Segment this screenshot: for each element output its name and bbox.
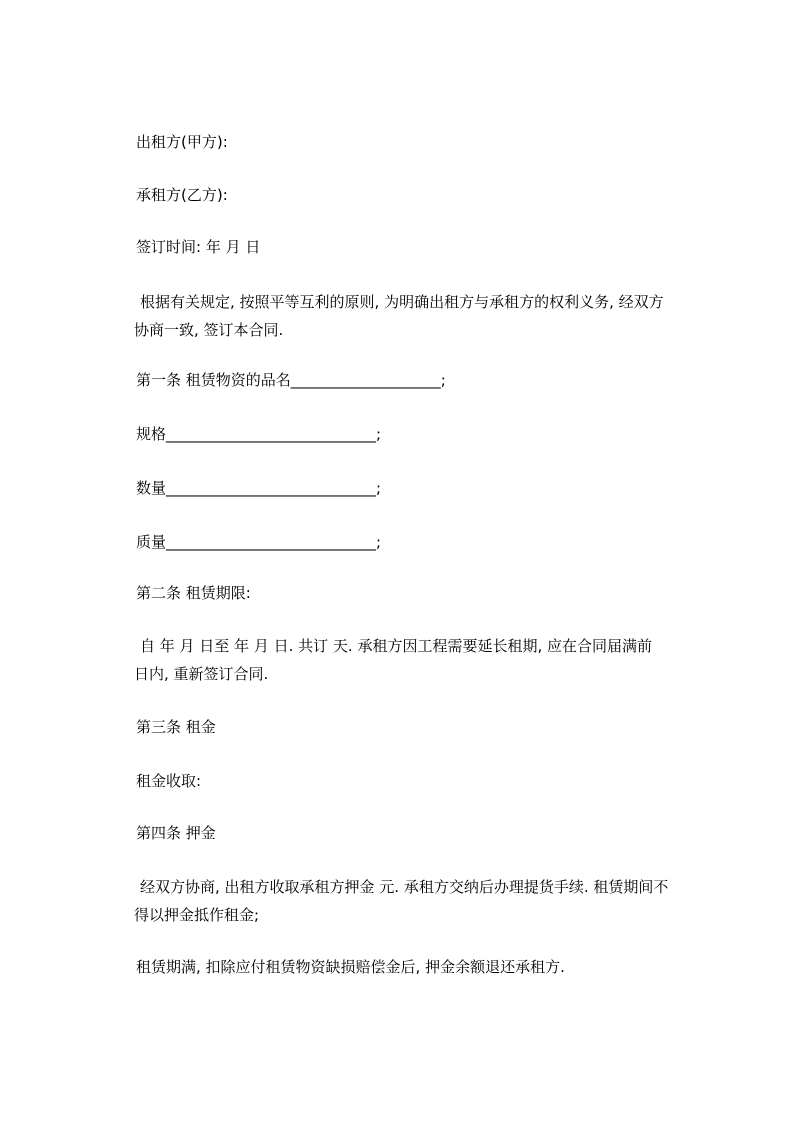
deposit-line-2: 得以押金抵作租金; xyxy=(134,906,260,924)
sign-date-line: 签订时间: 年 月 日 xyxy=(136,238,261,256)
article-3-heading: 第三条 租金 xyxy=(136,718,216,736)
quality-line: 质量____________________________; xyxy=(136,533,382,551)
deposit-paragraph xyxy=(136,873,706,929)
intro-line-2: 协商一致, 签订本合同. xyxy=(134,321,284,339)
lessee-line: 承租方(乙方): xyxy=(136,186,228,204)
lessor-line: 出租方(甲方): xyxy=(136,133,228,151)
intro-line-1: 根据有关规定, 按照平等互利的原则, 为明确出租方与承租方的权利义务, 经双方 xyxy=(140,293,664,311)
refund-line: 租赁期满, 扣除应付租赁物资缺损赔偿金后, 押金余额退还承租方. xyxy=(136,958,565,976)
article-1-heading: 第一条 租赁物资的品名____________________; xyxy=(136,371,446,389)
deposit-line-1: 经双方协商, 出租方收取承租方押金 元. 承租方交纳后办理提货手续. 租赁期间不 xyxy=(140,878,669,896)
rent-collection-line: 租金收取: xyxy=(136,772,202,790)
term-paragraph xyxy=(136,632,706,688)
intro-paragraph xyxy=(136,288,706,344)
spec-line: 规格____________________________; xyxy=(136,425,382,443)
quantity-line: 数量____________________________; xyxy=(136,479,382,497)
article-2-heading: 第二条 租赁期限: xyxy=(136,584,251,602)
article-4-heading: 第四条 押金 xyxy=(136,824,216,842)
term-line-1: 自 年 月 日至 年 月 日. 共订 天. 承租方因工程需要延长租期, 应在合同届满前 xyxy=(140,637,652,655)
term-line-2: 日内, 重新签订合同. xyxy=(134,665,269,683)
